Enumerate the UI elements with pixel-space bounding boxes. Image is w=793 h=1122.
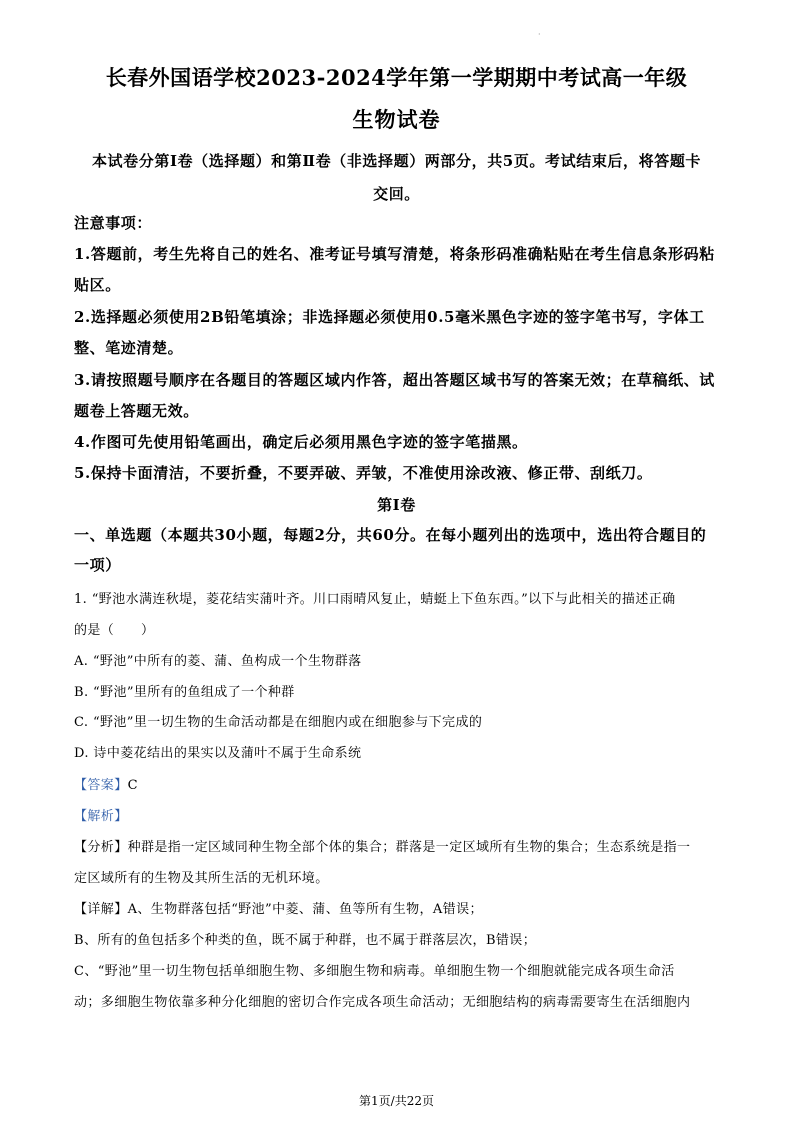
xiangjie-line-4: 动；多细胞生物依靠多种分化细胞的密切合作完成各项生命活动；无细胞结构的病毒需要寄生在活细胞内	[74, 995, 691, 1010]
corner-mark: ·	[538, 30, 541, 39]
intro-line-2: 交回。	[373, 185, 420, 203]
question-stem-line-2: 的是（ ）	[74, 623, 155, 638]
xiangjie-line-1	[74, 898, 734, 917]
analysis-label: 【解析】	[74, 809, 128, 824]
notice-line: 贴区。	[74, 276, 121, 294]
page-number: 第1页/共22页	[359, 1094, 434, 1108]
answer-line	[74, 774, 734, 793]
answer-value: C	[127, 778, 138, 793]
notice-heading: 注意事项：	[74, 214, 153, 232]
xiangjie-text: A、生物群落包括“野池”中菱、蒲、鱼等所有生物，A错误；	[127, 902, 483, 917]
fenxi-line-2: 定区域所有的生物及其所生活的无机环境。	[74, 871, 329, 886]
option-b: B. “野池”里所有的鱼组成了一个种群	[74, 685, 295, 700]
volume-label: 第Ⅰ卷	[377, 496, 416, 514]
notice-line: 4.作图可先使用铅笔画出，确定后必须用黑色字迹的签字笔描黑。	[74, 433, 528, 451]
exam-title: 长春外国语学校2023-2024学年第一学期期中考试高一年级	[105, 65, 688, 90]
xiangjie-line-3: C、“野池”里一切生物包括单细胞生物、多细胞生物和病毒。单细胞生物一个细胞就能完成各项生命活	[74, 964, 675, 979]
fenxi-text: 种群是指一定区域同种生物全部个体的集合；群落是一定区域所有生物的集合；生态系统是指一	[127, 840, 691, 855]
fenxi-line-1	[74, 836, 734, 855]
intro-line-1: 本试卷分第Ⅰ卷（选择题）和第Ⅱ卷（非选择题）两部分，共5页。考试结束后，将答题卡	[91, 152, 702, 170]
xiangjie-line-2: B、所有的鱼包括多个种类的鱼，既不属于种群，也不属于群落层次，B错误；	[74, 933, 537, 948]
notice-line: 3.请按照题号顺序在各题目的答题区域内作答，超出答题区域书写的答案无效；在草稿纸、试	[74, 371, 715, 389]
exam-subtitle: 生物试卷	[352, 107, 441, 132]
option-d: D. 诗中菱花结出的果实以及蒲叶不属于生命系统	[74, 746, 362, 761]
answer-label: 【答案】	[74, 778, 128, 793]
fenxi-label: 【分析】	[74, 840, 128, 855]
xiangjie-label: 【详解】	[74, 902, 128, 917]
notice-line: 2.选择题必须使用2B铅笔填涂；非选择题必须使用0.5毫米黑色字迹的签字笔书写，字体工	[74, 308, 705, 326]
notice-line: 1.答题前，考生先将自己的姓名、准考证号填写清楚，将条形码准确粘贴在考生信息条形码粘	[74, 245, 715, 263]
notice-line: 整、笔迹清楚。	[74, 339, 184, 357]
question-stem-line-1: 1. “野池水满连秋堤，菱花结实蒲叶齐。川口雨晴风复止，蜻蜓上下鱼东西。”以下与此相关的描述正确	[74, 592, 676, 607]
notice-line: 题卷上答题无效。	[74, 402, 199, 420]
notice-line: 5.保持卡面清洁，不要折叠，不要弄破、弄皱，不准使用涂改液、修正带、刮纸刀。	[74, 464, 653, 482]
section-heading-line-1: 一、单选题（本题共30小题，每题2分，共60分。在每小题列出的选项中，选出符合题目的	[74, 526, 707, 544]
option-c: C. “野池”里一切生物的生命活动都是在细胞内或在细胞参与下完成的	[74, 715, 483, 730]
option-a: A. “野池”中所有的菱、蒲、鱼构成一个生物群落	[74, 654, 362, 669]
section-heading-line-2: 一项）	[74, 556, 121, 574]
